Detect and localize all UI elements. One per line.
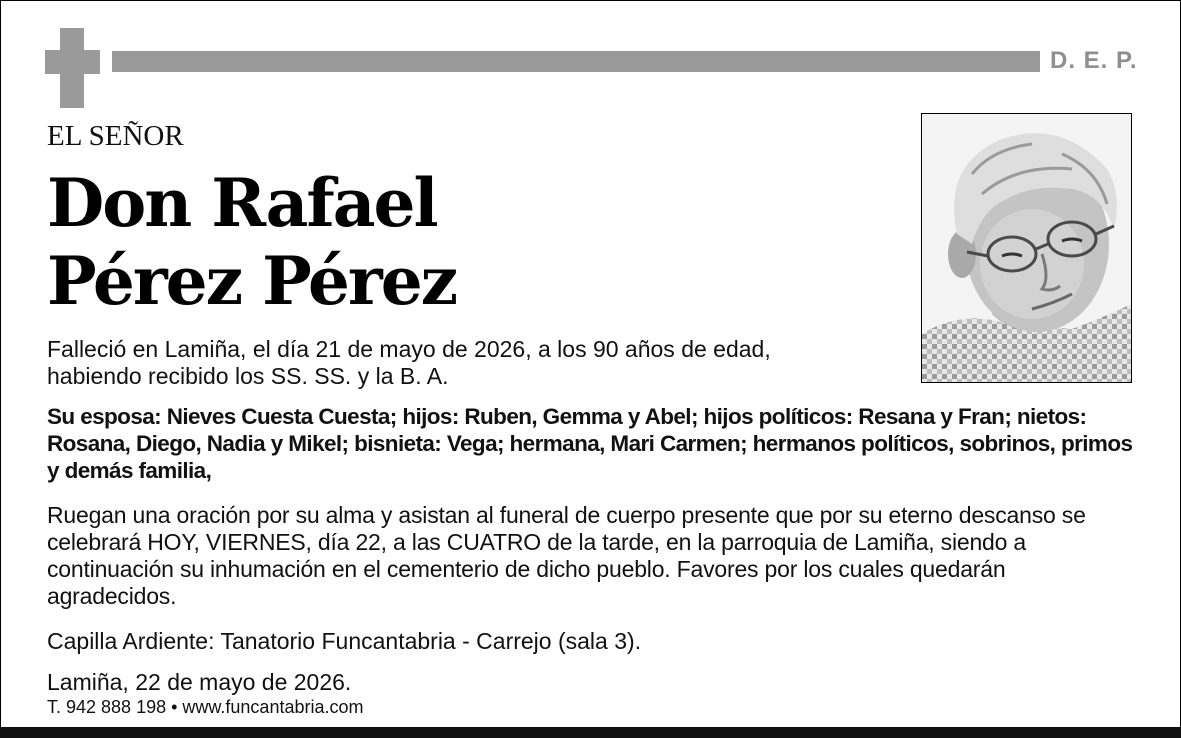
family-list: Su esposa: Nieves Cuesta Cuesta; hijos: Ruben, Gemma y Abel; hijos políticos: Resana y Fran; nietos: Rosana, Diego, Nadia y Mikel; bisnieta: Vega; hermana, Mari Carmen; hermanos políticos, sobrinos, primos y demás familia, — [47, 404, 1133, 483]
bottom-rule — [0, 727, 1181, 738]
deceased-name — [47, 164, 456, 320]
name-line-1: Don Rafael — [47, 164, 437, 242]
name-line-2: Pérez Pérez — [47, 242, 457, 320]
header-rule — [112, 51, 1040, 72]
place-date: Lamiña, 22 de mayo de 2026. — [47, 669, 352, 695]
chapel-info: Capilla Ardiente: Tanatorio Funcantabria - Carrejo (sala 3). — [47, 628, 642, 654]
death-line-2: habiendo recibido los SS. SS. y la B. A. — [47, 363, 449, 389]
honorific: EL SEÑOR — [47, 120, 184, 152]
contact-info: T. 942 888 198 • www.funcantabria.com — [47, 697, 364, 717]
portrait-photo — [921, 113, 1132, 383]
cross-icon — [45, 28, 100, 108]
funeral-details: Ruegan una oración por su alma y asistan al funeral de cuerpo presente que por su eterno descanso se celebrará HOY, VIERNES, día 22, a las CUATRO de la tarde, en la parroquia de Lamiña, siendo a continuación su inhumación en el cementerio de dicho pueblo. Favores por los cuales quedarán agradecidos. — [47, 502, 1086, 609]
death-line-1: Falleció en Lamiña, el día 21 de mayo de 2026, a los 90 años de edad, — [47, 336, 771, 362]
dep-label: D. E. P. — [1050, 47, 1138, 74]
death-notice — [47, 336, 907, 390]
